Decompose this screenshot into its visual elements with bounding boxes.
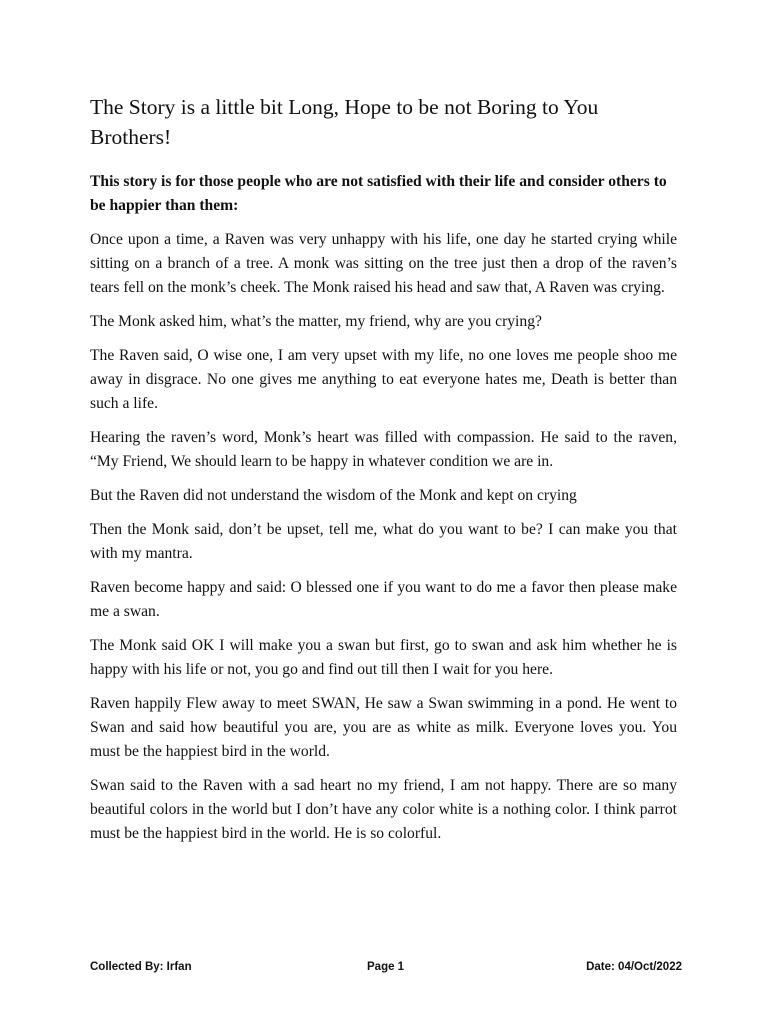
intro-text: This story is for those people who are not satisfied with their life and consider others to be happier than them: <box>90 173 667 214</box>
document-body <box>90 92 677 856</box>
paragraph: Hearing the raven’s word, Monk’s heart was filled with compassion. He said to the raven, “My Friend, We should learn to be happy in whatever condition we are in. <box>90 429 677 470</box>
paragraph: The Raven said, O wise one, I am very upset with my life, no one loves me people shoo me away in disgrace. No one gives me anything to eat everyone hates me, Death is better than such a life. <box>90 347 677 412</box>
collected-by-label: Collected By: Irfan <box>90 961 192 973</box>
paragraph: The Monk said OK I will make you a swan but first, go to swan and ask him whether he is happy with his life or not, you go and find out till then I wait for you here. <box>90 637 677 678</box>
page-footer <box>90 961 682 979</box>
paragraph: Raven become happy and said: O blessed one if you want to do me a favor then please make me a swan. <box>90 579 677 620</box>
paragraph: Once upon a time, a Raven was very unhappy with his life, one day he started crying while sitting on a branch of a tree. A monk was sitting on the tree just then a drop of the raven’s tears fell on the monk’s cheek. The Monk raised his head and saw that, A Raven was crying. <box>90 231 677 296</box>
paragraph: But the Raven did not understand the wisdom of the Monk and kept on crying <box>90 487 577 504</box>
paragraph: Raven happily Flew away to meet SWAN, He saw a Swan swimming in a pond. He went to Swan and said how beautiful you are, you are as white as milk. Everyone loves you. You must be the happiest bird in the world. <box>90 695 677 760</box>
date-label: Date: 04/Oct/2022 <box>586 961 682 973</box>
paragraph: Then the Monk said, don’t be upset, tell me, what do you want to be? I can make you that with my mantra. <box>90 521 677 562</box>
page-title: The Story is a little bit Long, Hope to be not Boring to You Brothers! <box>90 95 599 149</box>
paragraph: The Monk asked him, what’s the matter, my friend, why are you crying? <box>90 313 542 330</box>
paragraph: Swan said to the Raven with a sad heart no my friend, I am not happy. There are so many beautiful colors in the world but I don’t have any color white is a nothing color. I think parrot must be the happiest bird in the world. He is so colorful. <box>90 777 677 842</box>
page-number: Page 1 <box>367 961 405 973</box>
